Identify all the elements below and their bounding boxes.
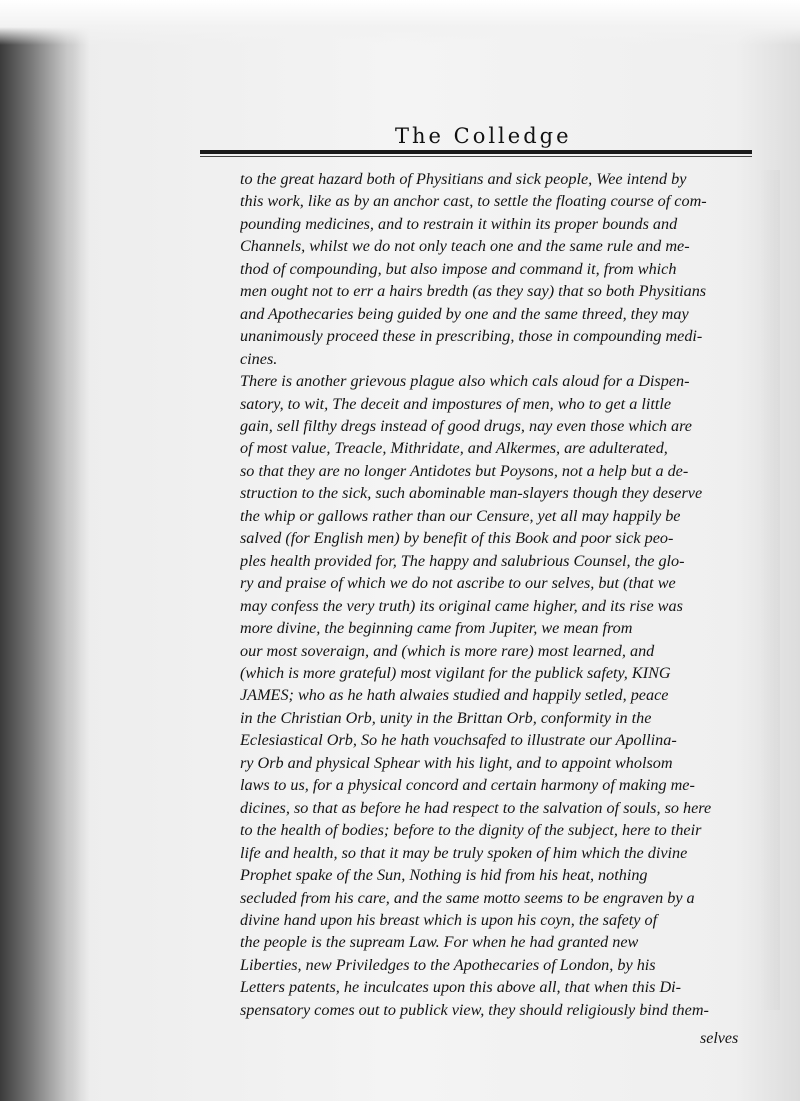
text-line: our most soveraign, and (which is more rare) most learned, and — [240, 641, 655, 660]
text-line: Eclesiastical Orb, So he hath vouchsafed to illustrate our Apollina- — [240, 731, 677, 750]
text-line: the whip or gallows rather than our Censure, yet all may happily be — [240, 506, 681, 525]
header-rule-thin — [200, 156, 752, 157]
page-top-edge — [0, 0, 800, 45]
text-line: of most value, Treacle, Mithridate, and Alkermes, are adulterated, — [240, 439, 668, 458]
text-line: to the health of bodies; before to the dignity of the subject, here to their — [240, 821, 702, 840]
text-line: the people is the supream Law. For when he had granted new — [240, 933, 639, 952]
header-rule — [200, 150, 752, 154]
text-line: JAMES; who as he hath alwaies studied and happily setled, peace — [240, 686, 669, 705]
text-line: divine hand upon his breast which is upon his coyn, the safety of — [240, 910, 658, 929]
text-line: Letters patents, he inculcates upon this above all, that when this Di- — [240, 978, 682, 997]
text-line: Channels, whilst we do not only teach one and the same rule and me- — [240, 237, 690, 256]
text-line: struction to the sick, such abominable man-slayers though they deserve — [240, 484, 703, 503]
text-line: spensatory comes out to publick view, they should religiously bind them- — [240, 1000, 709, 1019]
text-line: cines. — [240, 349, 278, 368]
text-line: thod of compounding, but also impose and command it, from which — [240, 259, 677, 278]
text-line: satory, to wit, The deceit and impostures of men, who to get a little — [240, 394, 672, 413]
text-line: unanimously proceed these in prescribing, those in compounding medi- — [240, 327, 703, 346]
page-edge-shadow — [760, 170, 780, 1010]
text-line: (which is more grateful) most vigilant for the publick safety, KING — [240, 663, 671, 682]
text-line: in the Christian Orb, unity in the Brittan Orb, conformity in the — [240, 708, 652, 727]
text-line: ry Orb and physical Sphear with his light, and to appoint wholsom — [240, 753, 673, 772]
text-line: men ought not to err a hairs bredth (as they say) that so both Physitians — [240, 282, 707, 301]
text-line: Prophet spake of the Sun, Nothing is hid from his heat, nothing — [240, 866, 648, 885]
text-line: ry and praise of which we do not ascribe to our selves, but (that we — [240, 574, 676, 593]
text-line: gain, sell filthy dregs instead of good drugs, nay even those which are — [240, 416, 692, 435]
text-line: to the great hazard both of Physitians and sick people, Wee intend by — [240, 170, 687, 188]
text-line: more divine, the beginning came from Jupiter, we mean from — [240, 619, 633, 638]
binding-shadow — [0, 0, 90, 1101]
text-line: ples health provided for, The happy and salubrious Counsel, the glo- — [240, 551, 685, 570]
text-line: so that they are no longer Antidotes but Poysons, not a help but a de- — [240, 461, 689, 480]
text-line: secluded from his care, and the same motto seems to be engraven by a — [240, 888, 695, 907]
text-line: life and health, so that it may be truly spoken of him which the divine — [240, 843, 688, 862]
text-line: dicines, so that as before he had respect to the salvation of souls, so here — [240, 798, 712, 817]
catch-word: selves — [700, 1030, 739, 1047]
text-line: There is another grievous plague also which cals aloud for a Dispen- — [240, 372, 690, 391]
body-text — [240, 168, 760, 1021]
text-line: Liberties, new Priviledges to the Apothecaries of London, by his — [240, 955, 656, 974]
text-line: may confess the very truth) its original came higher, and its rise was — [240, 596, 683, 615]
text-line: and Apothecaries being guided by one and the same threed, they may — [240, 304, 689, 323]
running-head: The Colledge — [395, 124, 572, 148]
text-line: pounding medicines, and to restrain it within its proper bounds and — [240, 214, 678, 233]
text-line: this work, like as by an anchor cast, to settle the floating course of com- — [240, 192, 707, 211]
text-line: laws to us, for a physical concord and certain harmony of making me- — [240, 776, 695, 795]
text-line: salved (for English men) by benefit of this Book and poor sick peo- — [240, 529, 674, 548]
